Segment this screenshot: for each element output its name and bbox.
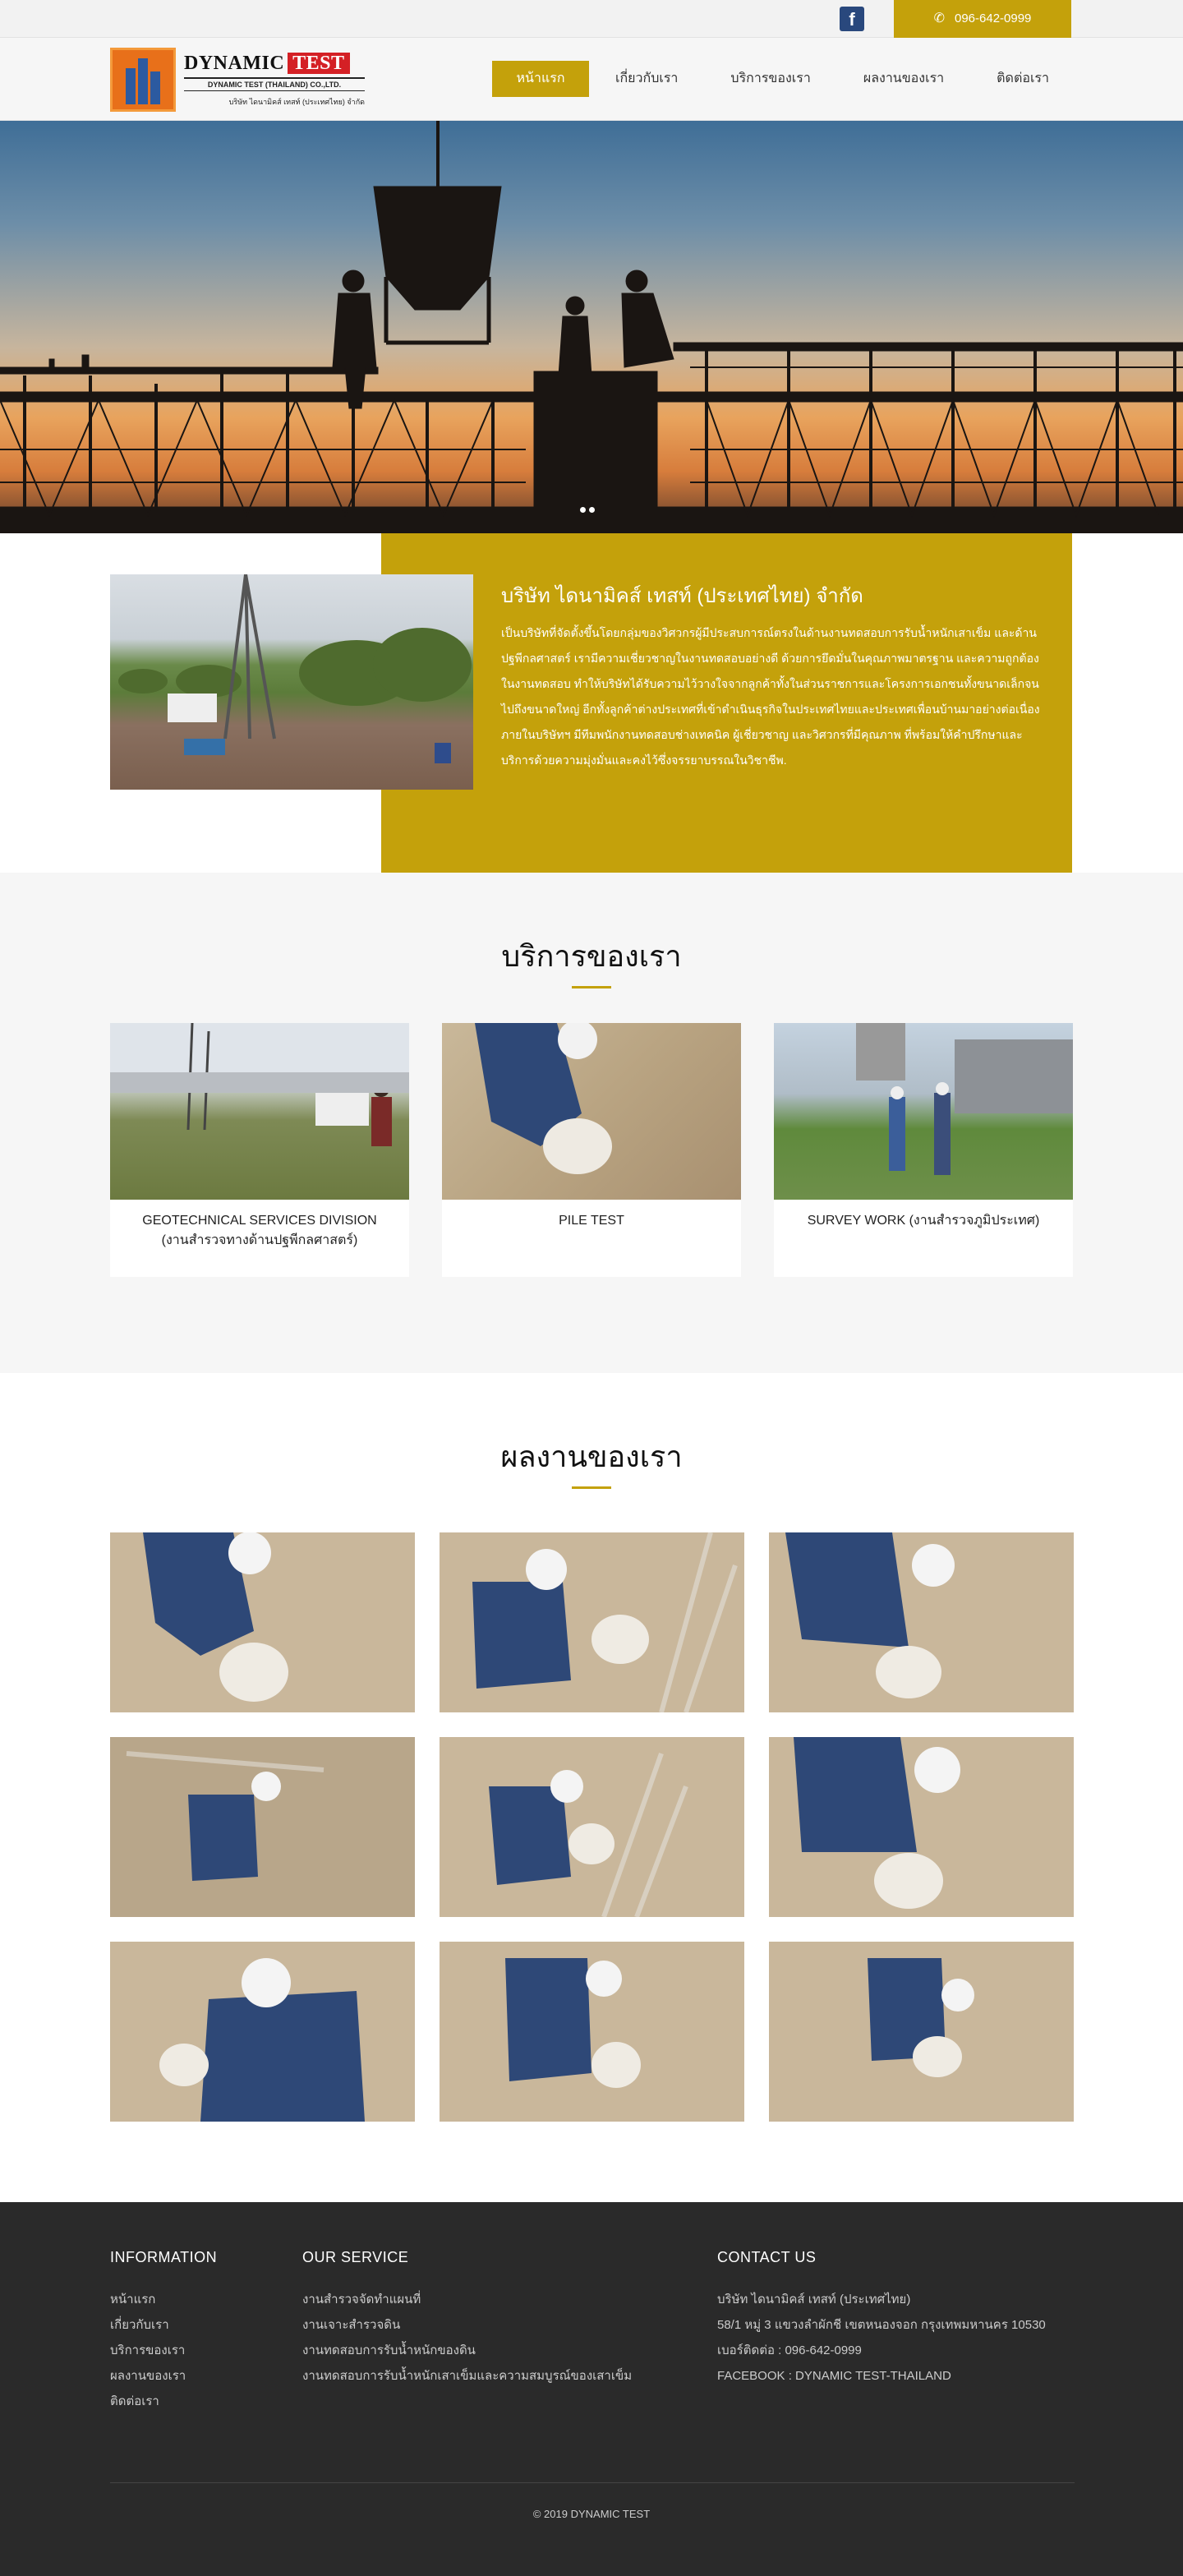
- about-title: บริษัท ไดนามิคส์ เทสท์ (ประเทศไทย) จำกัด: [501, 585, 863, 607]
- services-grid: [110, 1023, 1073, 1277]
- logo[interactable]: [110, 48, 365, 112]
- footer-link-contact[interactable]: ติดต่อเรา: [110, 2394, 159, 2408]
- footer-link-home[interactable]: หน้าแรก: [110, 2293, 156, 2306]
- top-bar: [0, 0, 1183, 38]
- nav-about[interactable]: เกี่ยวกับเรา: [615, 71, 679, 85]
- services-title: บริการของเรา: [501, 939, 682, 973]
- footer-information: [110, 2247, 217, 2414]
- service-card-pile-test[interactable]: [442, 1023, 741, 1277]
- phone-number: 096-642-0999: [954, 12, 1032, 25]
- nav-home[interactable]: หน้าแรก: [492, 61, 589, 97]
- portfolio-photo-6[interactable]: [769, 1737, 1074, 1917]
- about-photo: [110, 574, 473, 790]
- portfolio-photo-9[interactable]: [769, 1942, 1074, 2122]
- slider-dots: [580, 507, 595, 513]
- portfolio-photo-5[interactable]: [440, 1737, 744, 1917]
- about-section: [0, 533, 1183, 873]
- logo-name-a: DYNAMIC: [184, 53, 285, 74]
- logo-mark: [110, 48, 176, 112]
- main-nav: [492, 61, 1075, 97]
- footer-service: [302, 2247, 632, 2389]
- portfolio-photo-2[interactable]: [440, 1532, 744, 1712]
- portfolio-title-underline: [572, 1486, 611, 1489]
- service-subtitle: (งานสำรวจทางด้านปฐพีกลศาสตร์): [161, 1233, 358, 1247]
- hero-slider[interactable]: [0, 121, 1183, 533]
- service-photo: [442, 1023, 741, 1200]
- service-photo: [110, 1023, 409, 1200]
- footer-service-link[interactable]: งานทดสอบการรับน้ำหนักของดิน: [302, 2343, 476, 2357]
- service-title: PILE TEST: [559, 1214, 624, 1228]
- footer-service-link[interactable]: งานสำรวจจัดทำแผนที่: [302, 2293, 421, 2306]
- hero-image: [0, 121, 1183, 533]
- footer-contact-title: CONTACT US: [717, 2249, 817, 2265]
- logo-name-b: TEST: [288, 53, 349, 74]
- portfolio-grid: [110, 1532, 1074, 2122]
- footer-link-services[interactable]: บริการของเรา: [110, 2343, 186, 2357]
- footer-information-title: INFORMATION: [110, 2249, 218, 2265]
- service-title: SURVEY WORK (งานสำรวจภูมิประเทศ): [807, 1214, 1040, 1228]
- service-card-geotechnical[interactable]: [110, 1023, 409, 1277]
- portfolio-section: [0, 1373, 1183, 2202]
- portfolio-photo-1[interactable]: [110, 1532, 415, 1712]
- service-card-survey[interactable]: [774, 1023, 1073, 1277]
- portfolio-photo-3[interactable]: [769, 1532, 1074, 1712]
- logo-company-th: บริษัท ไดนามิคส์ เทสท์ (ประเทศไทย) จำกัด: [228, 98, 365, 106]
- footer-service-link[interactable]: งานเจาะสำรวจดิน: [302, 2318, 401, 2332]
- portfolio-photo-8[interactable]: [440, 1942, 744, 2122]
- footer-link-portfolio[interactable]: ผลงานของเรา: [110, 2369, 186, 2383]
- footer-divider: [110, 2482, 1075, 2483]
- slide-dot-2[interactable]: [589, 507, 595, 513]
- phone-button[interactable]: [894, 0, 1071, 38]
- footer-contact-company: บริษัท ไดนามิคส์ เทสท์ (ประเทศไทย): [717, 2293, 911, 2306]
- portfolio-photo-4[interactable]: [110, 1737, 415, 1917]
- footer-contact: [717, 2247, 1046, 2389]
- slide-dot-1[interactable]: [580, 507, 586, 513]
- facebook-icon[interactable]: f: [840, 7, 864, 31]
- footer-contact-address: 58/1 หมู่ 3 แขวงลำผักชี เขตหนองจอก กรุงเทพมหานคร 10530: [717, 2318, 1046, 2332]
- about-body: เป็นบริษัทที่จัดตั้งขึ้นโดยกลุ่มของวิศวกรผู้มีประสบการณ์ตรงในด้านงานทดสอบการรับน้ำหนักเสาเข็ม และด้านปฐพีกลศาสตร์ เรามีความเชี่ยวชาญในงานทดสอบอย่างดี ด้วยการยึดมั่นในคุณภาพมาตรฐาน และความถูกต้องในงานทดสอบ ทำให้บริษัทได้รับความไว้วางใจจากลูกค้าทั้งในส่วนราชการและโครงการเอกชนทั้งขนาดเล็กจนไปถึงขนาดใหญ่ อีกทั้งลูกค้าต่างประเทศที่เข้าดำเนินธุรกิจในประเทศไทยและประเทศเพื่อนบ้านมาอย่างต่อเนื่องภายในบริษัทฯ มีทีมพนักงานทดสอบช่างเทคนิค ผู้เชี่ยวชาญ และวิศวกรที่มีคุณภาพ ที่พร้อมให้คำปรึกษาและบริการด้วยความมุ่งมั่นและคงไว้ซึ่งจรรยาบรรณในวิชาชีพ.: [501, 626, 1040, 767]
- nav-services[interactable]: บริการของเรา: [730, 71, 811, 85]
- site-header: [0, 38, 1183, 121]
- footer-contact-facebook[interactable]: FACEBOOK : DYNAMIC TEST-THAILAND: [717, 2369, 951, 2383]
- site-footer: [0, 2202, 1183, 2576]
- portfolio-photo-7[interactable]: [110, 1942, 415, 2122]
- portfolio-title: ผลงานของเรา: [500, 1440, 683, 1473]
- nav-portfolio[interactable]: ผลงานของเรา: [863, 71, 945, 85]
- nav-contact[interactable]: ติดต่อเรา: [997, 71, 1049, 85]
- footer-service-title: OUR SERVICE: [302, 2249, 409, 2265]
- service-title: GEOTECHNICAL SERVICES DIVISION: [142, 1214, 377, 1228]
- footer-service-link[interactable]: งานทดสอบการรับน้ำหนักเสาเข็มและความสมบูรณ์ของเสาเข็ม: [302, 2369, 633, 2383]
- services-section: [0, 873, 1183, 1373]
- footer-link-about[interactable]: เกี่ยวกับเรา: [110, 2318, 169, 2332]
- phone-icon: ✆: [933, 12, 945, 25]
- copyright: © 2019 DYNAMIC TEST: [532, 2508, 651, 2520]
- services-title-underline: [572, 986, 611, 988]
- footer-contact-phone[interactable]: เบอร์ติดต่อ : 096-642-0999: [717, 2343, 862, 2357]
- logo-company-en: DYNAMIC TEST (THAILAND) CO.,LTD.: [184, 77, 365, 91]
- service-photo: [774, 1023, 1073, 1200]
